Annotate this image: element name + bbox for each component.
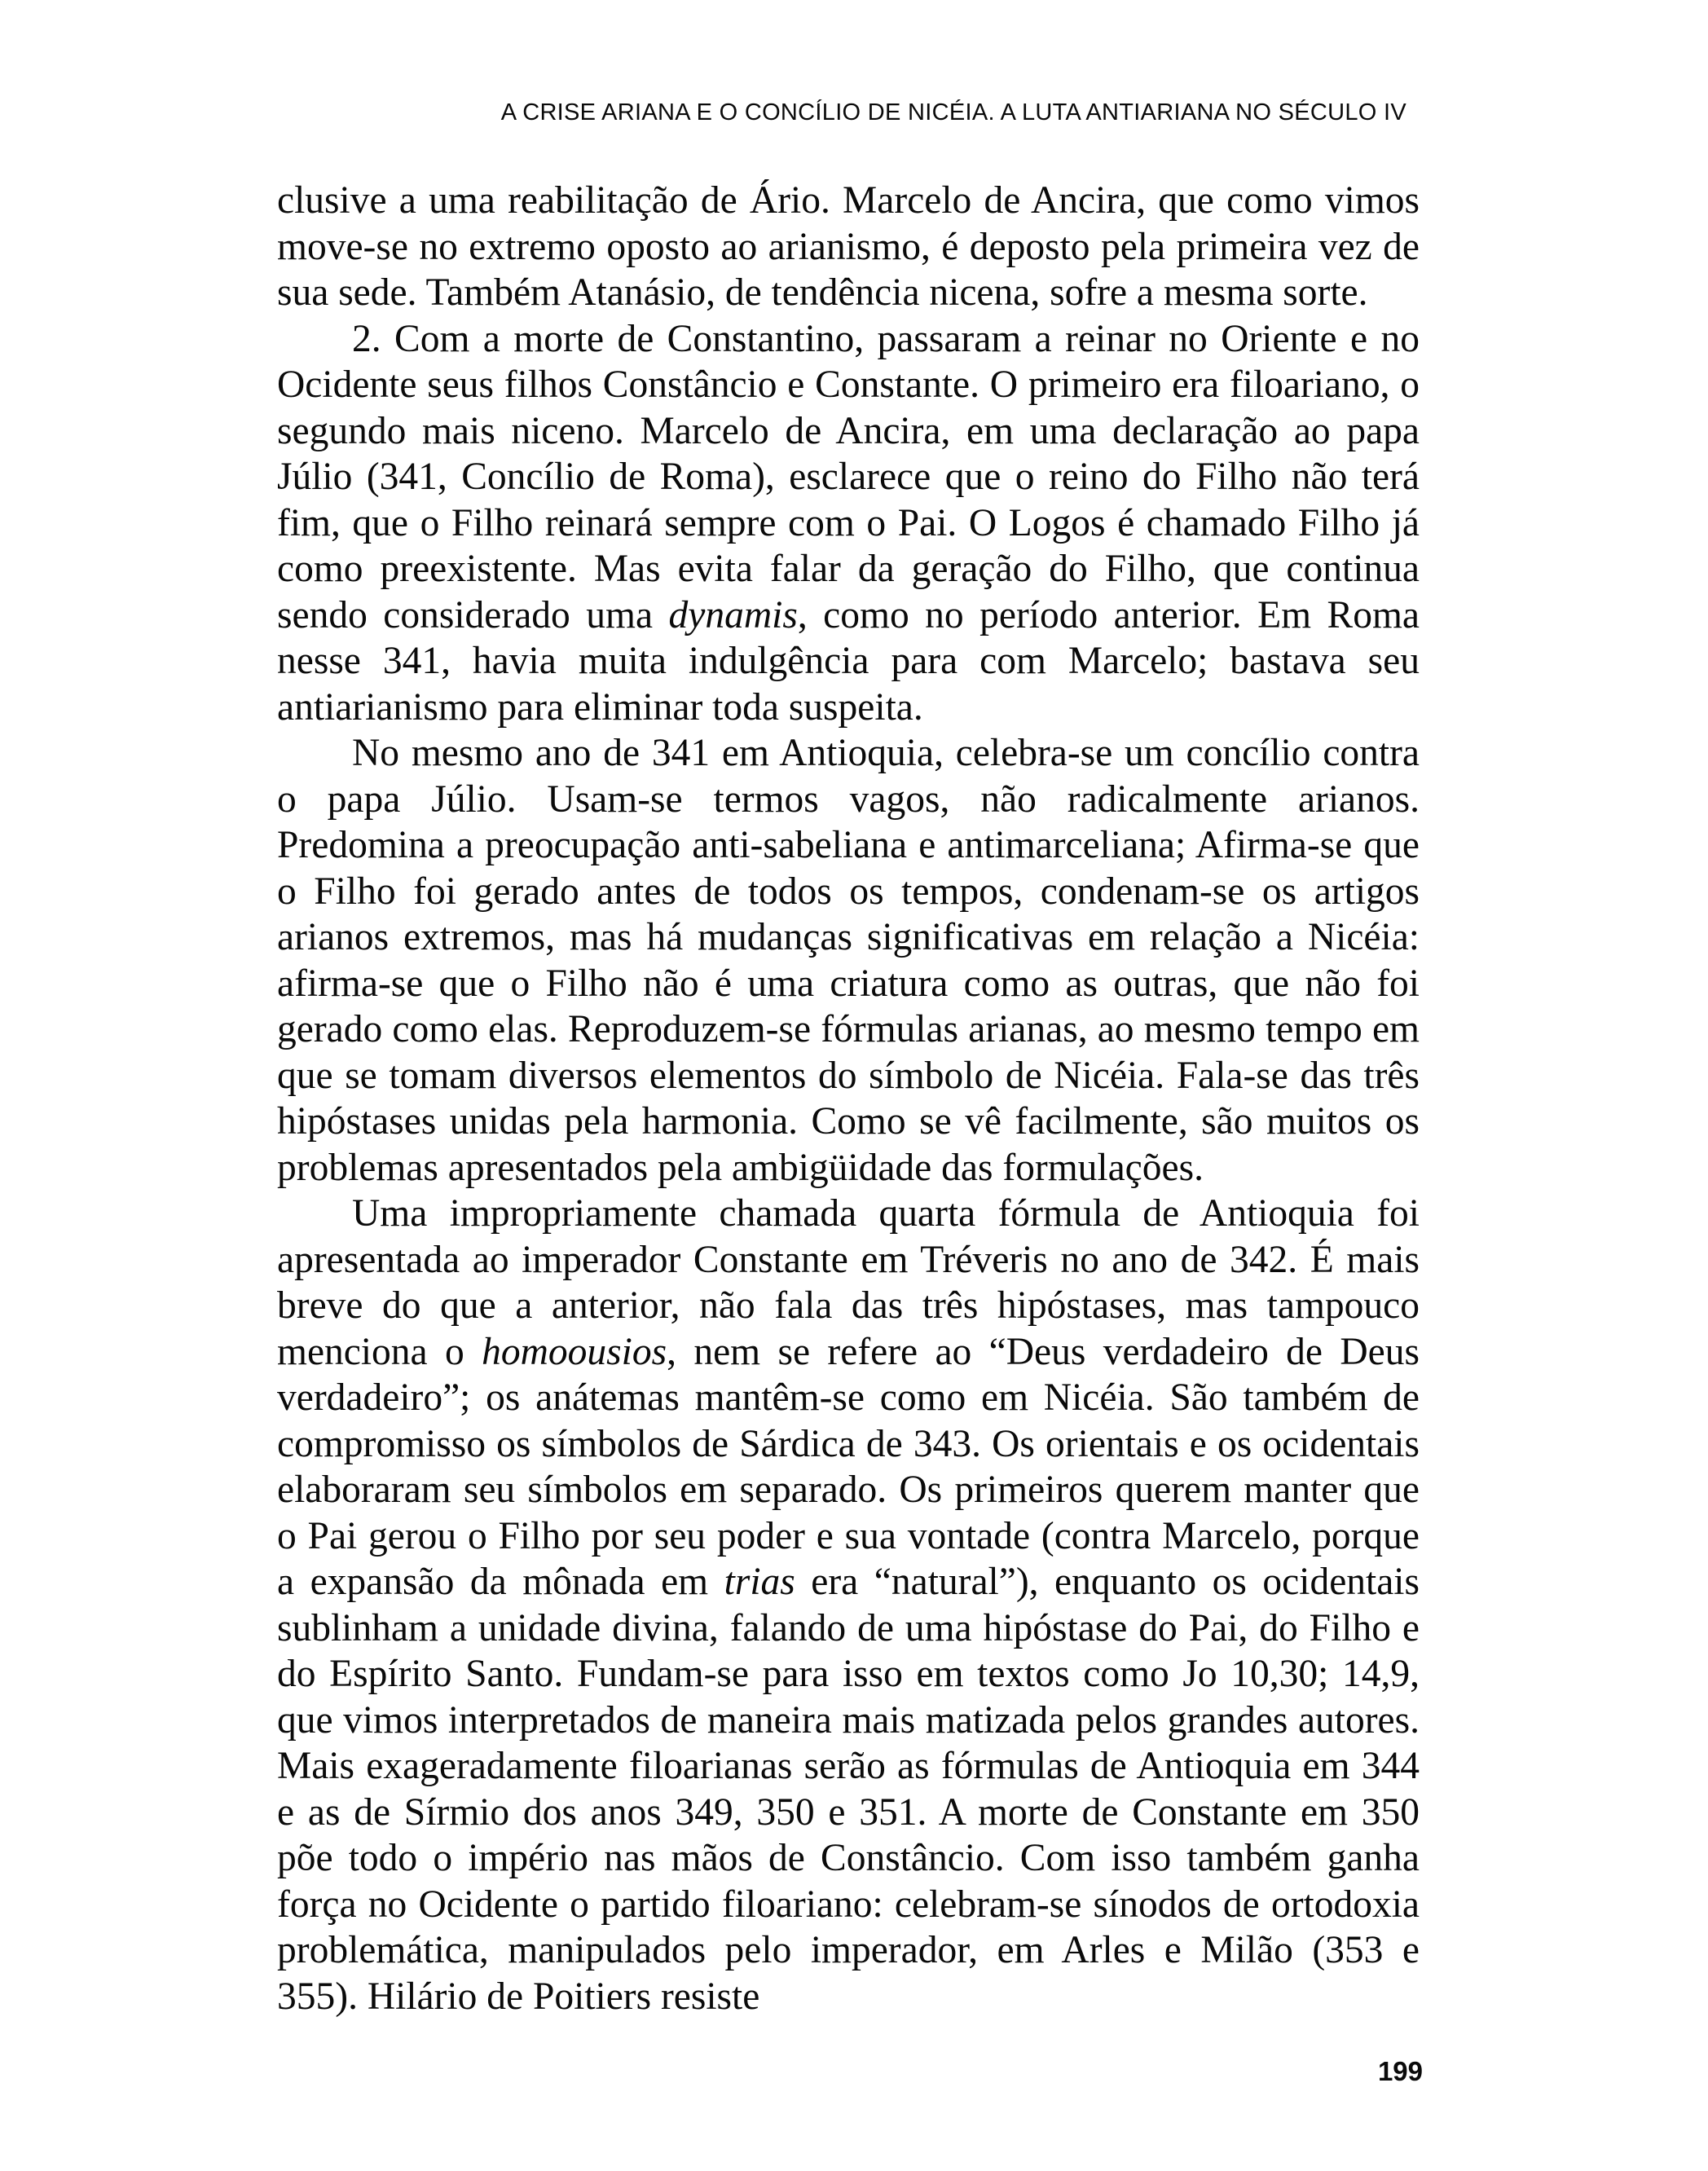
running-head: A CRISE ARIANA E O CONCÍLIO DE NICÉIA. A LUTA ANTIARIANA NO SÉCULO IV [500, 99, 1406, 126]
paragraph-3-text: No mesmo ano de 341 em Antioquia, celebra-se um concílio contra o papa Júlio. Usam-se termos vagos, não radicalmente arianos. Predomina a preocupação anti-sabeliana e antimarceliana; Afirma-se que o Filho foi gerado antes de todos os tempos, condenam-se os artigos arianos extremos, mas há mudanças significativas em relação a Nicéia: afirma-se que o Filho não é uma criatura como as outras, que não foi gerado como elas. Reproduzem-se fórmulas arianas, ao mesmo tempo em que se tomam diversos elementos do símbolo de Nicéia. Fala-se das três hipóstases unidas pela harmonia. Como se vê facilmente, são muitos os problemas apresentados pela ambigüidade das formulações. [277, 732, 1420, 1189]
paragraph-2 [277, 316, 1420, 731]
term-trias: trias [724, 1561, 795, 1603]
paragraph-4 [277, 1191, 1420, 2019]
text-body [277, 178, 1420, 2019]
paragraph-4-text-c: era “natural”), enquanto os ocidentais sublinham a unidade divina, falando de uma hipóstase do Pai, do Filho e do Espírito Santo. Fundam-se para isso em textos como Jo 10,30; 14,9, que vimos interpretados de maneira mais matizada pelos grandes autores. Mais exageradamente filoarianas serão as fórmulas de Antioquia em 344 e as de Sírmio dos anos 349, 350 e 351. A morte de Constante em 350 põe todo o império nas mãos de Constâncio. Com isso também ganha força no Ocidente o partido filoariano: celebram-se sínodos de ortodoxia problemática, manipulados pelo imperador, em Arles e Milão (353 e 355). Hilário de Poitiers resiste [277, 1561, 1420, 2018]
page-number: 199 [1377, 2056, 1423, 2086]
paragraph-4-text-b: , nem se refere ao “Deus verdadeiro de Deus verdadeiro”; os anátemas mantêm-se como em Nicéia. São também de compromisso os símbolos de Sárdica de 343. Os orientais e os ocidentais elaboraram seu símbolos em separado. Os primeiros querem manter que o Pai gerou o Filho por seu poder e sua vontade (contra Marcelo, porque a expansão da mônada em [277, 1330, 1420, 1603]
paragraph-1 [277, 178, 1420, 316]
term-dynamis: dynamis [668, 593, 798, 636]
paragraph-4-text-a: Uma impropriamente chamada quarta fórmula de Antioquia foi apresentada ao imperador Constante em Tréveris no ano de 342. É mais breve do que a anterior, não fala das três hipóstases, mas tampouco menciona o [277, 1192, 1420, 1373]
paragraph-3 [277, 730, 1420, 1191]
paragraph-2-text-b: , como no período anterior. Em Roma nesse 341, havia muita indulgência para com Marcelo; bastava seu antiarianismo para eliminar toda suspeita. [277, 593, 1420, 729]
paragraph-1-text: clusive a uma reabilitação de Ário. Marcelo de Ancira, que como vimos move-se no extremo oposto ao arianismo, é deposto pela primeira vez de sua sede. Também Atanásio, de tendência nicena, sofre a mesma sorte. [277, 179, 1420, 314]
term-homoousios: homoousios [482, 1330, 667, 1373]
paragraph-2-text-a: 2. Com a morte de Constantino, passaram a reinar no Oriente e no Ocidente seus filhos Constâncio e Constante. O primeiro era filoariano, o segundo mais niceno. Marcelo de Ancira, em uma declaração ao papa Júlio (341, Concílio de Roma), esclarece que o reino do Filho não terá fim, que o Filho reinará sempre com o Pai. O Logos é chamado Filho já como preexistente. Mas evita falar da geração do Filho, que continua sendo considerado uma [277, 317, 1420, 636]
